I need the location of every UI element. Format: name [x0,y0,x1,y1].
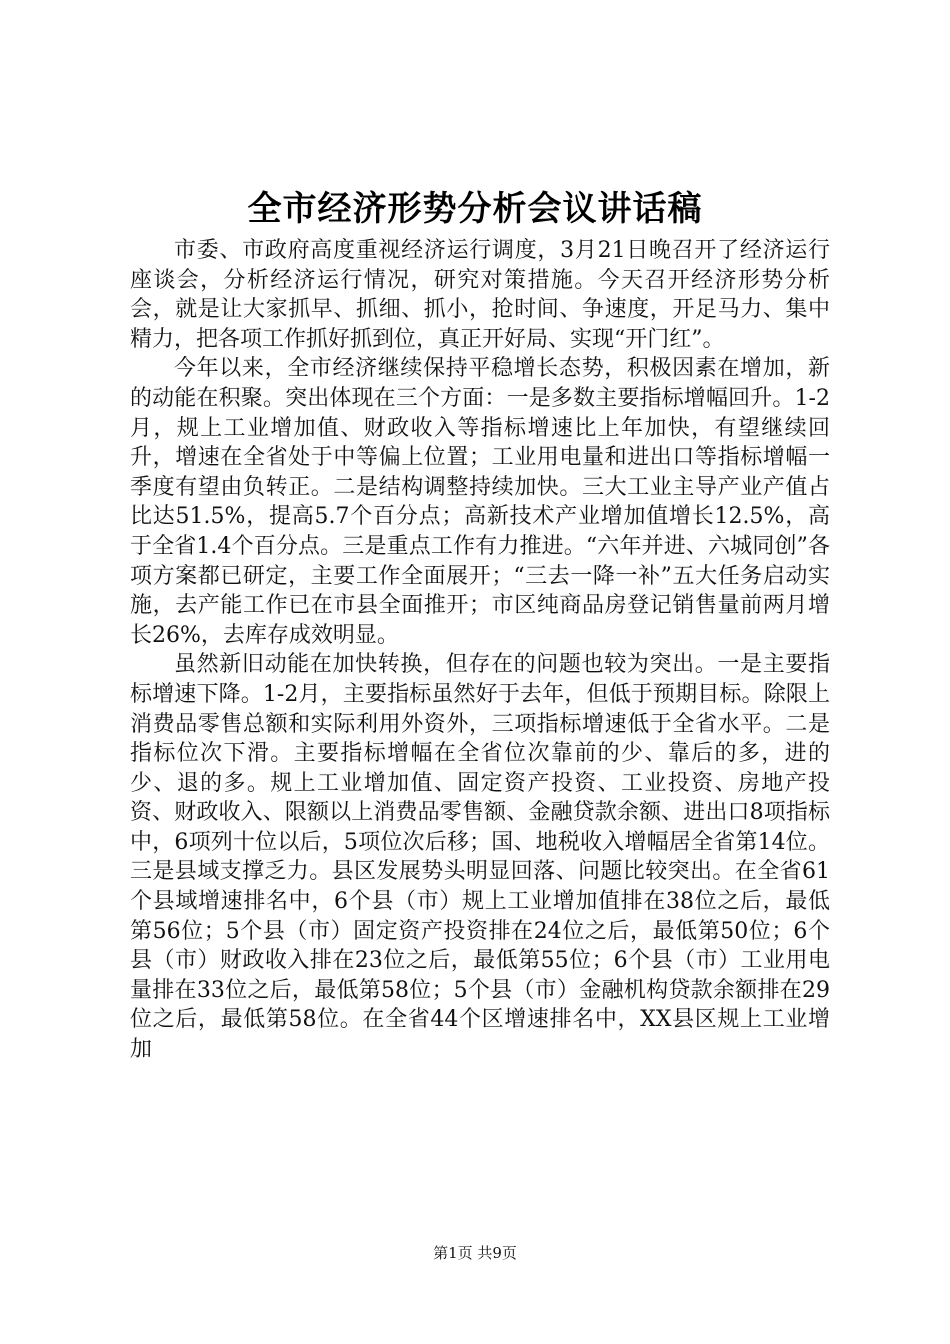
paragraph: 市委、市政府高度重视经济运行调度，3月21日晚召开了经济运行座谈会，分析经济运行情况，研究对策措施。今天召开经济形势分析会，就是让大家抓早、抓细、抓小，抢时间、争速度，开足马力、集中精力，把各项工作抓好抓到位，真正开好局、实现“开门红”。 [130,238,830,352]
page-number: 第1页 共9页 [433,1244,517,1262]
paragraph: 今年以来，全市经济继续保持平稳增长态势，积极因素在增加，新的动能在积聚。突出体现在三个方面：一是多数主要指标增幅回升。1-2月，规上工业增加值、财政收入等指标增速比上年加快，有望继续回升，增速在全省处于中等偏上位置；工业用电量和进出口等指标增幅一季度有望由负转正。二是结构调整持续加快。三大工业主导产业产值占比达51.5%，提高5.7个百分点；高新技术产业增加值增长12.5%，高于全省1.4个百分点。三是重点工作有力推进。“六年并进、六城同创”各项方案都已研定，主要工作全面展开；“三去一降一补”五大任务启动实施，去产能工作已在市县全面推开；市区纯商品房登记销售量前两月增长26%，去库存成效明显。 [130,356,830,648]
document-body [130,236,830,1065]
paragraph: 虽然新旧动能在加快转换，但存在的问题也较为突出。一是主要指标增速下降。1-2月，主要指标虽然好于去年，但低于预期目标。除限上消费品零售总额和实际利用外资外，三项指标增速低于全省水平。二是指标位次下滑。主要指标增幅在全省位次靠前的少、靠后的多，进的少、退的多。规上工业增加值、固定资产投资、工业投资、房地产投资、财政收入、限额以上消费品零售额、金融贷款余额、进出口8项指标中，6项列十位以后，5项位次后移；国、地税收入增幅居全省第14位。三是县域支撑乏力。县区发展势头明显回落、问题比较突出。在全省61个县域增速排名中，6个县（市）规上工业增加值排在38位之后，最低第56位；5个县（市）固定资产投资排在24位之后，最低第50位；6个县（市）财政收入排在23位之后，最低第55位；6个县（市）工业用电量排在33位之后，最低第58位；5个县（市）金融机构贷款余额排在29位之后，最低第58位。在全省44个区增速排名中，XX县区规上工业增加 [130,652,830,1063]
document-title: 全市经济形势分析会议讲话稿 [247,189,703,229]
